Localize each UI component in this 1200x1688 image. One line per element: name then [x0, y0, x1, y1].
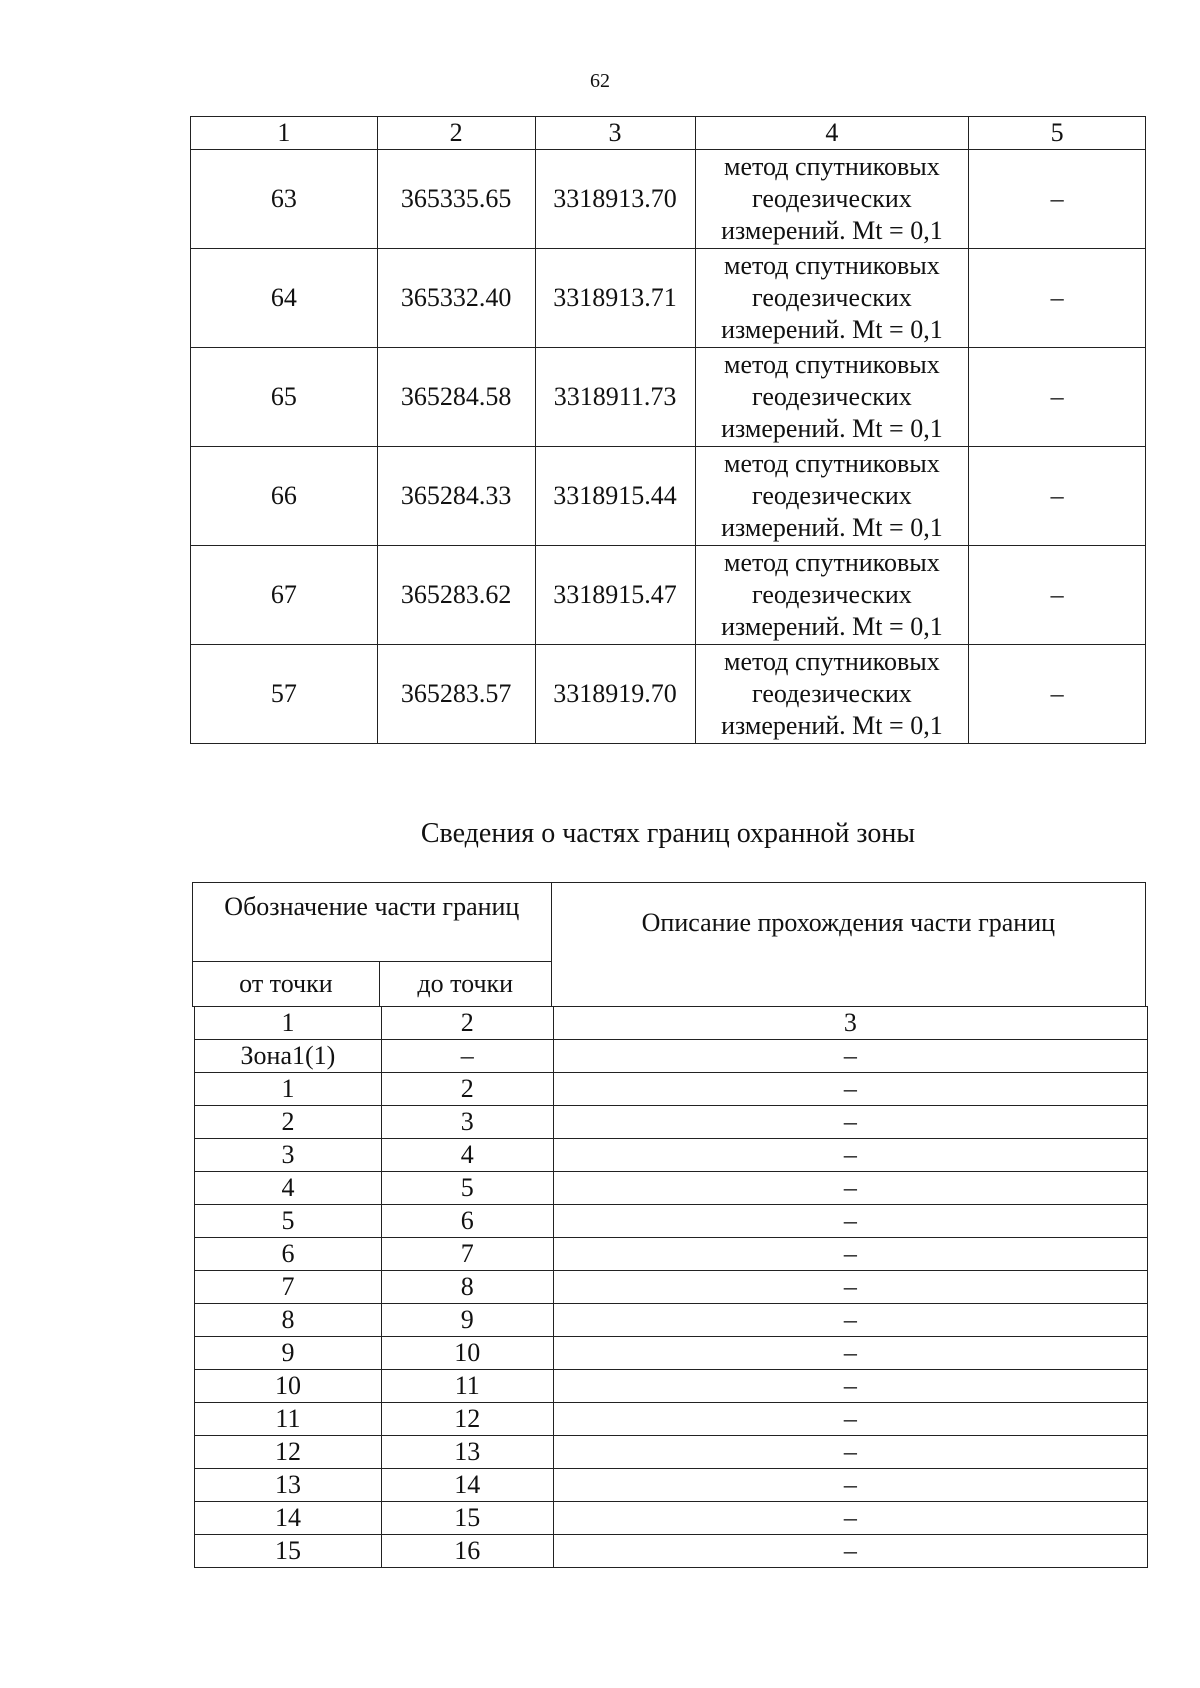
to-point-header: до точки	[379, 962, 551, 1007]
column-number-header: 5	[969, 117, 1146, 150]
method-line: измерений. Mt = 0,1	[721, 414, 943, 443]
description-header: Описание прохождения части границ	[551, 883, 1145, 1007]
note: –	[969, 546, 1146, 645]
parts-column-numbers-row	[195, 1007, 1148, 1040]
point-number: 57	[191, 645, 378, 744]
from-point: 10	[195, 1370, 382, 1403]
coordinates-header-row	[191, 117, 1146, 150]
table-row	[195, 1370, 1148, 1403]
note: –	[969, 348, 1146, 447]
point-number: 63	[191, 150, 378, 249]
note: –	[969, 249, 1146, 348]
x-coordinate: 365332.40	[377, 249, 535, 348]
y-coordinate: 3318915.47	[535, 546, 695, 645]
part-description: –	[553, 1436, 1147, 1469]
method-line: геодезических	[752, 184, 912, 213]
to-point: 5	[381, 1172, 553, 1205]
method-description	[695, 249, 969, 348]
method-line: измерений. Mt = 0,1	[721, 612, 943, 641]
from-point: 5	[195, 1205, 382, 1238]
part-description: –	[553, 1502, 1147, 1535]
to-point: 9	[381, 1304, 553, 1337]
method-line: геодезических	[752, 679, 912, 708]
point-number: 64	[191, 249, 378, 348]
table-row	[195, 1436, 1148, 1469]
to-point: 15	[381, 1502, 553, 1535]
parts-table-header	[192, 882, 1146, 1007]
to-point: –	[381, 1040, 553, 1073]
from-point: 9	[195, 1337, 382, 1370]
to-point: 10	[381, 1337, 553, 1370]
method-line: геодезических	[752, 283, 912, 312]
table-row	[195, 1205, 1148, 1238]
note: –	[969, 645, 1146, 744]
table-row	[195, 1139, 1148, 1172]
note: –	[969, 150, 1146, 249]
part-description: –	[553, 1304, 1147, 1337]
point-number: 66	[191, 447, 378, 546]
from-point: 13	[195, 1469, 382, 1502]
part-description: –	[553, 1073, 1147, 1106]
part-description: –	[553, 1535, 1147, 1568]
column-number-header: 4	[695, 117, 969, 150]
table-row	[191, 348, 1146, 447]
x-coordinate: 365335.65	[377, 150, 535, 249]
part-description: –	[553, 1370, 1147, 1403]
to-point: 6	[381, 1205, 553, 1238]
table-row	[191, 249, 1146, 348]
from-point: 3	[195, 1139, 382, 1172]
part-description: –	[553, 1238, 1147, 1271]
part-description: –	[553, 1172, 1147, 1205]
part-description: –	[553, 1271, 1147, 1304]
point-number: 65	[191, 348, 378, 447]
to-point: 11	[381, 1370, 553, 1403]
section-heading: Сведения о частях границ охранной зоны	[420, 818, 916, 849]
table-row	[191, 447, 1146, 546]
column-number: 3	[553, 1007, 1147, 1040]
method-line: геодезических	[752, 382, 912, 411]
x-coordinate: 365284.33	[377, 447, 535, 546]
to-point: 4	[381, 1139, 553, 1172]
parts-table	[194, 1006, 1148, 1568]
column-number-header: 1	[191, 117, 378, 150]
table-row	[195, 1403, 1148, 1436]
to-point: 14	[381, 1469, 553, 1502]
part-description: –	[553, 1106, 1147, 1139]
page-number: 62	[590, 70, 610, 92]
column-number: 1	[195, 1007, 382, 1040]
method-line: метод спутниковых	[724, 449, 940, 478]
table-row	[191, 150, 1146, 249]
table-row	[191, 645, 1146, 744]
from-point: 1	[195, 1073, 382, 1106]
to-point: 7	[381, 1238, 553, 1271]
method-line: метод спутниковых	[724, 647, 940, 676]
table-row	[195, 1238, 1148, 1271]
to-point: 13	[381, 1436, 553, 1469]
to-point: 16	[381, 1535, 553, 1568]
method-description	[695, 546, 969, 645]
to-point: 8	[381, 1271, 553, 1304]
to-point: 3	[381, 1106, 553, 1139]
coordinates-table	[190, 116, 1146, 744]
method-description	[695, 150, 969, 249]
table-row	[191, 546, 1146, 645]
x-coordinate: 365284.58	[377, 348, 535, 447]
table-row	[195, 1502, 1148, 1535]
from-point: 12	[195, 1436, 382, 1469]
to-point: 12	[381, 1403, 553, 1436]
y-coordinate: 3318913.70	[535, 150, 695, 249]
part-description: –	[553, 1337, 1147, 1370]
from-point: Зона1(1)	[195, 1040, 382, 1073]
table-row	[195, 1337, 1148, 1370]
table-row	[195, 1040, 1148, 1073]
from-point: 7	[195, 1271, 382, 1304]
method-line: измерений. Mt = 0,1	[721, 216, 943, 245]
method-line: метод спутниковых	[724, 251, 940, 280]
from-point: 11	[195, 1403, 382, 1436]
table-row	[195, 1172, 1148, 1205]
table-row	[195, 1304, 1148, 1337]
method-line: измерений. Mt = 0,1	[721, 711, 943, 740]
part-description: –	[553, 1139, 1147, 1172]
table-row	[195, 1271, 1148, 1304]
method-description	[695, 645, 969, 744]
from-point: 2	[195, 1106, 382, 1139]
table-row	[195, 1106, 1148, 1139]
method-line: метод спутниковых	[724, 350, 940, 379]
part-description: –	[553, 1205, 1147, 1238]
y-coordinate: 3318915.44	[535, 447, 695, 546]
part-description: –	[553, 1040, 1147, 1073]
from-point: 4	[195, 1172, 382, 1205]
x-coordinate: 365283.62	[377, 546, 535, 645]
method-line: метод спутниковых	[724, 548, 940, 577]
method-description	[695, 447, 969, 546]
part-description: –	[553, 1469, 1147, 1502]
from-point: 8	[195, 1304, 382, 1337]
from-point-header: от точки	[193, 962, 380, 1007]
method-line: измерений. Mt = 0,1	[721, 315, 943, 344]
table-row	[195, 1535, 1148, 1568]
point-number: 67	[191, 546, 378, 645]
y-coordinate: 3318911.73	[535, 348, 695, 447]
method-description	[695, 348, 969, 447]
column-number-header: 2	[377, 117, 535, 150]
designation-header: Обозначение части границ	[193, 883, 552, 962]
from-point: 14	[195, 1502, 382, 1535]
method-line: геодезических	[752, 580, 912, 609]
y-coordinate: 3318919.70	[535, 645, 695, 744]
table-row	[195, 1073, 1148, 1106]
from-point: 6	[195, 1238, 382, 1271]
column-number-header: 3	[535, 117, 695, 150]
method-line: геодезических	[752, 481, 912, 510]
part-description: –	[553, 1403, 1147, 1436]
table-row	[195, 1469, 1148, 1502]
method-line: метод спутниковых	[724, 152, 940, 181]
from-point: 15	[195, 1535, 382, 1568]
method-line: измерений. Mt = 0,1	[721, 513, 943, 542]
to-point: 2	[381, 1073, 553, 1106]
y-coordinate: 3318913.71	[535, 249, 695, 348]
note: –	[969, 447, 1146, 546]
column-number: 2	[381, 1007, 553, 1040]
x-coordinate: 365283.57	[377, 645, 535, 744]
